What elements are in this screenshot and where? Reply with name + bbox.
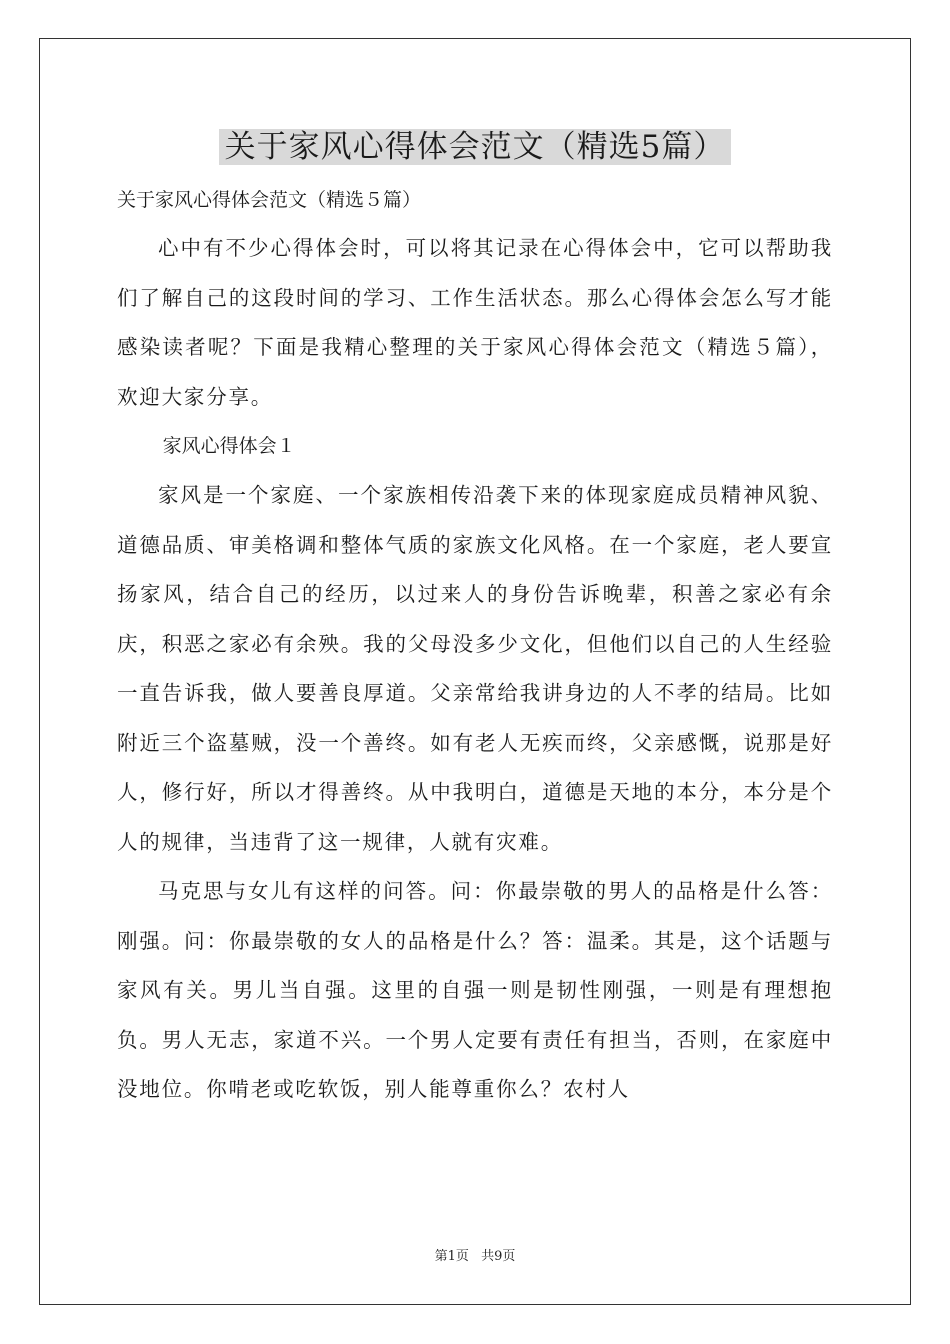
body-paragraph-1: 家风是一个家庭、一个家族相传沿袭下来的体现家庭成员精神风貌、道德品质、审美格调和整体气质的家族文化风格。在一个家庭，老人要宣扬家风，结合自己的经历，以过来人的身份告诉晚辈，积善之家必有余庆，积恶之家必有余殃。我的父母没多少文化，但他们以自己的人生经验一直告诉我，做人要善良厚道。父亲常给我讲身边的人不孝的结局。比如附近三个盗墓贼，没一个善终。如有老人无疾而终，父亲感慨，说那是好人，修行好，所以才得善终。从中我明白，道德是天地的本分，本分是个人的规律，当违背了这一规律，人就有灾难。 — [117, 483, 833, 854]
body-paragraph-2: 马克思与女儿有这样的问答。问：你最崇敬的男人的品格是什么答：刚强。问：你最崇敬的女人的品格是什么？答：温柔。其是，这个话题与家风有关。男儿当自强。这里的自强一则是韧性刚强，一则是有理想抱负。男人无志，家道不兴。一个男人定要有责任有担当，否则，在家庭中没地位。你啃老或吃软饭，别人能尊重你么？农村人 — [117, 879, 833, 1101]
document-title — [0, 125, 950, 169]
document-body — [117, 176, 833, 1115]
document-title-text: 关于家风心得体会范文（精选5篇） — [219, 129, 732, 165]
page-footer — [0, 1245, 950, 1264]
section-heading: 家风心得体会１ — [162, 435, 296, 457]
intro-paragraph: 心中有不少心得体会时，可以将其记录在心得体会中，它可以帮助我们了解自己的这段时间的学习、工作生活状态。那么心得体会怎么写才能感染读者呢？下面是我精心整理的关于家风心得体会范文（精选５篇），欢迎大家分享。 — [117, 236, 833, 409]
document-subtitle: 关于家风心得体会范文（精选５篇） — [117, 189, 422, 211]
page-number: 第1页 — [434, 1249, 469, 1264]
page-total: 共9页 — [481, 1249, 516, 1264]
